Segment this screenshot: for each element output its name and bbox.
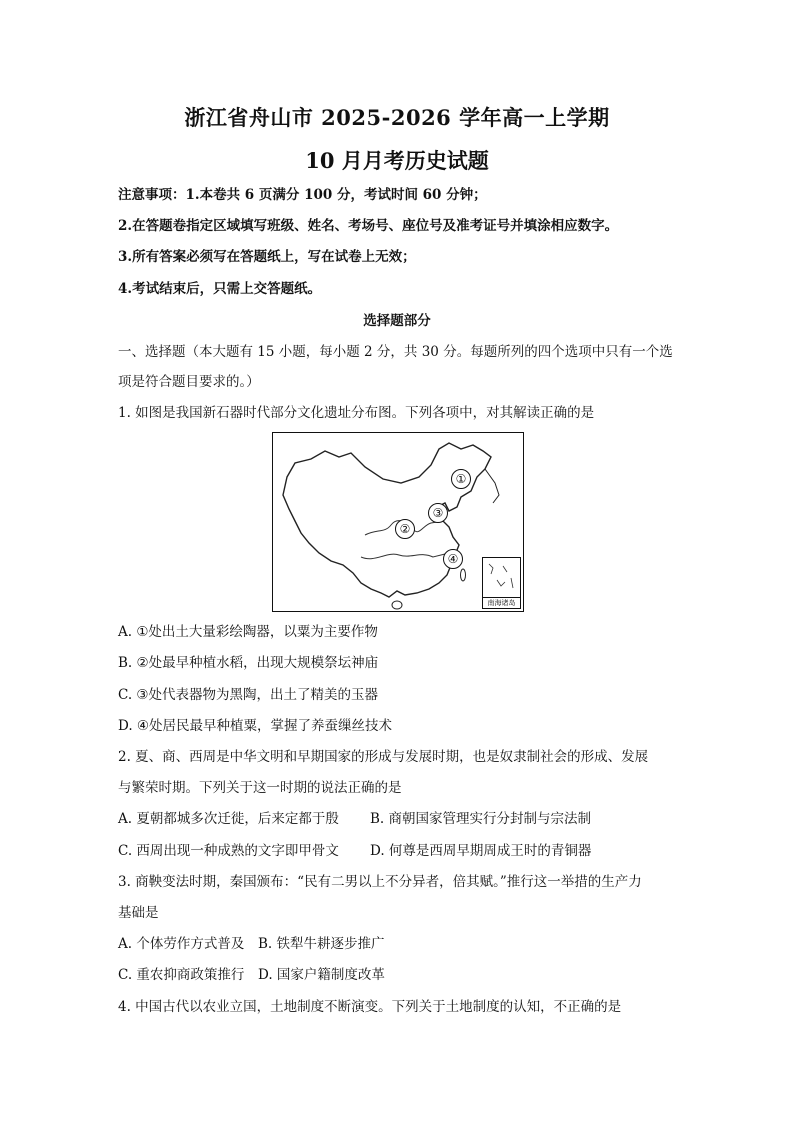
q1-option-d: D. ④处居民最早种植粟，掌握了养蚕缫丝技术 [118, 718, 393, 734]
section-intro-line1: 一、选择题（本大题有 15 小题，每小题 2 分，共 30 分。每题所列的四个选项中只有一个选 [118, 344, 673, 360]
coastline-east [485, 469, 499, 503]
exam-subtitle: 10 月月考历史试题 [305, 148, 489, 173]
note-4: 4.考试结束后，只需上交答题纸。 [118, 281, 322, 297]
q1-option-c: C. ③处代表器物为黑陶，出土了精美的玉器 [118, 687, 379, 703]
hainan-island [392, 601, 402, 609]
section-intro-line2: 项是符合题目要求的。） [118, 374, 260, 390]
taiwan-island [461, 569, 466, 581]
site-marker-3: ③ [428, 503, 448, 523]
q2-option-c: C. 西周出现一种成熟的文字即甲骨文 [118, 843, 339, 859]
q2-option-b: B. 商朝国家管理实行分封制与宗法制 [370, 811, 592, 827]
note-3: 3.所有答案必须写在答题纸上，写在试卷上无效； [118, 249, 416, 265]
q3-option-c: C. 重农抑商政策推行 [118, 967, 245, 983]
yangtze-river [361, 553, 449, 559]
q3-option-a: A. 个体劳作方式普及 [118, 936, 245, 952]
q3-option-b: B. 铁犁牛耕逐步推广 [258, 936, 385, 952]
q1-option-b: B. ②处最早种植水稻，出现大规模祭坛神庙 [118, 655, 379, 671]
question-3-stem-line2: 基础是 [118, 905, 159, 921]
q1-option-a: A. ①处出土大量彩绘陶器，以粟为主要作物 [118, 624, 378, 640]
question-3-stem-line1: 3. 商鞅变法时期，秦国颁布：“民有二男以上不分异者，倍其赋。”推行这一举措的生产力 [118, 874, 642, 890]
question-2-stem-line2: 与繁荣时期。下列关于这一时期的说法正确的是 [118, 780, 402, 796]
site-marker-4: ④ [443, 549, 463, 569]
site-marker-1: ① [451, 469, 471, 489]
question-1-stem: 1. 如图是我国新石器时代部分文化遗址分布图。下列各项中，对其解读正确的是 [118, 405, 595, 421]
q2-option-a: A. 夏朝都城多次迁徙，后来定都于殷 [118, 811, 339, 827]
note-2: 2.在答题卷指定区域填写班级、姓名、考场号、座位号及准考证号并填涂相应数字。 [118, 218, 619, 234]
q3-option-d: D. 国家户籍制度改革 [258, 967, 385, 983]
note-1: 注意事项：1.本卷共 6 页满分 100 分，考试时间 60 分钟； [118, 187, 487, 203]
question-4-stem: 4. 中国古代以农业立国，土地制度不断演变。下列关于土地制度的认知，不正确的是 [118, 999, 622, 1015]
q2-option-d: D. 何尊是西周早期周成王时的青铜器 [370, 843, 592, 859]
section-title: 选择题部分 [363, 313, 431, 329]
site-marker-2: ② [395, 519, 415, 539]
inset-islands [483, 558, 520, 596]
china-border [283, 443, 491, 597]
exam-title: 浙江省舟山市 2025-2026 学年高一上学期 [184, 105, 610, 130]
neolithic-sites-map [272, 432, 524, 612]
south-china-sea-inset [482, 557, 521, 609]
question-2-stem-line1: 2. 夏、商、西周是中华文明和早期国家的形成与发展时期，也是奴隶制社会的形成、发展 [118, 749, 649, 765]
inset-label: 南海诸岛 [483, 597, 520, 608]
